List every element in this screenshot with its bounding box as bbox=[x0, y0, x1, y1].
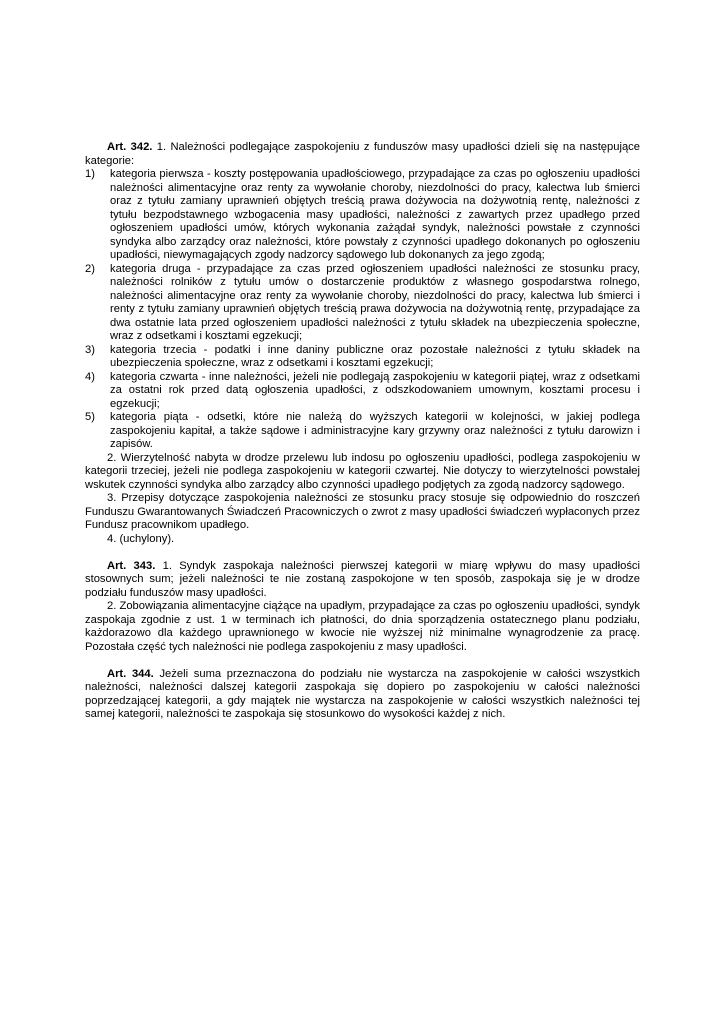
document-body bbox=[85, 141, 640, 735]
list-item-text: kategoria pierwsza - koszty postępowania upadłościowego, przypadające za czas po ogłoszeniu upadłości należności alimentacyjne oraz renty za wywołanie choroby, niezdolności do pracy, kalectwa lub śmierci oraz z tytułu zamiany uprawnień objętych treścią prawa dożywocia na dożywotnią rentę, należności z tytułu bezpodstawnego wzbogacenia masy upadłości, należności z zawartych przez upadłego przed ogłoszeniem upadłości umów, których wykonania zażądał syndyk, należności powstałe z czynności syndyka albo zarządcy oraz należności, które powstały z czynności upadłego dokonanych po ogłoszeniu upadłości, niewymagających zgody nadzorcy sądowego lub dokonanych za jego zgodą; bbox=[110, 168, 640, 261]
article-343-intro bbox=[85, 560, 640, 601]
article-343-paragraph-2: 2. Zobowiązania alimentacyjne ciążące na upadłym, przypadające za czas po ogłoszeniu upadłości, syndyk zaspokaja zgodnie z ust. 1 w terminach ich płatności, do dnia sporządzenia ostatecznego planu podziału, każdorazowo dla każdego uprawnionego w kwocie nie wyższej niż minimalne wynagrodzenie za pracę. Pozostała część tych należności nie podlega zaspokojeniu z masy upadłości. bbox=[85, 600, 640, 653]
list-item-number: 5) bbox=[85, 411, 95, 423]
article-342-paragraph-4: 4. (uchylony). bbox=[107, 532, 175, 545]
article-344-intro bbox=[85, 668, 640, 722]
article-343-intro-text: 1. Syndyk zaspokaja należności pierwszej kategorii w miarę wpływu do masy upadłości stosownych sum; jeżeli należności te nie zostaną zaspokojone w ten sposób, zaspokaja się je w drodze podziału funduszów masy upadłości. bbox=[85, 559, 640, 599]
list-item bbox=[85, 411, 640, 452]
article-344-intro-text: Jeżeli suma przeznaczona do podziału nie wystarcza na zaspokojenie w całości wszystkich należności, należności dalszej kategorii zaspokaja się dopiero po zaspokojeniu w całości należności poprzedzającej kategorii, a gdy majątek nie wystarcza na zaspokojenie w całości wszystkich należności tej samej kategorii, należności te zaspokaja się stosunkowo do wysokości każdej z nich. bbox=[85, 667, 640, 720]
list-item bbox=[85, 263, 640, 344]
list-item bbox=[85, 168, 640, 263]
list-item-text: kategoria druga - przypadające za czas przed ogłoszeniem upadłości należności ze stosunku pracy, należności rolników z tytułu umów o dostarczenie produktów z własnego gospodarstwa rolnego, należności alimentacyjne oraz renty za wywołanie choroby, niezdolności do pracy, kalectwa lub śmierci i renty z tytułu zamiany uprawnień objętych treścią prawa dożywocia na dożywotnią rentę, przypadające za dwa ostatnie lata przed ogłoszeniem upadłości należności z tytułu składek na ubezpieczenia społeczne, wraz z odsetkami i kosztami egzekucji; bbox=[110, 262, 640, 342]
list-item-text: kategoria piąta - odsetki, które nie należą do wyższych kategorii w kolejności, w jakiej podlega zaspokojeniu kapitał, a także sądowe i administracyjne kary grzywny oraz należności z tytułu darowizn i zapisów. bbox=[110, 411, 640, 450]
article-344 bbox=[85, 668, 640, 722]
article-343-title: Art. 343. bbox=[107, 559, 156, 572]
article-342-paragraph-2: 2. Wierzytelność nabyta w drodze przelewu lub indosu po ogłoszeniu upadłości, podlega zaspokojeniu w kategorii trzeciej, jeżeli nie podlega zaspokojeniu w kategorii czwartej. Nie dotyczy to wierzytelności powstałej wskutek czynności syndyka albo zarządcy albo czynności upadłego podjętych za zgodą nadzorcy sądowego. bbox=[85, 451, 640, 491]
article-342 bbox=[85, 141, 640, 546]
article-343 bbox=[85, 560, 640, 655]
list-item-number: 4) bbox=[85, 370, 95, 383]
list-item-number: 2) bbox=[85, 262, 95, 275]
article-342-intro bbox=[85, 141, 640, 168]
article-342-intro-text: 1. Należności podlegające zaspokojeniu z funduszów masy upadłości dzieli się na następujące kategorie: bbox=[85, 141, 640, 167]
article-342-paragraph-3: 3. Przepisy dotyczące zaspokojenia należności ze stosunku pracy stosuje się odpowiednio do roszczeń Funduszu Gwarantowanych Świadczeń Pracowniczych o zwrot z masy upadłości świadczeń wypłaconych przez Fundusz pracownikom upadłego. bbox=[85, 492, 640, 531]
list-item bbox=[85, 371, 640, 412]
list-item-number: 3) bbox=[85, 343, 95, 356]
list-item-text: kategoria trzecia - podatki i inne daniny publiczne oraz pozostałe należności z tytułu składek na ubezpieczenia społeczne, wraz z odsetkami i kosztami egzekucji; bbox=[110, 343, 640, 369]
list-item-number: 1) bbox=[85, 168, 95, 180]
article-344-title: Art. 344. bbox=[107, 667, 154, 680]
article-342-title: Art. 342. bbox=[107, 141, 153, 153]
list-item-text: kategoria czwarta - inne należności, jeżeli nie podlegają zaspokojeniu w kategorii piątej, wraz z odsetkami za ostatni rok przed datą ogłoszenia upadłości, z odszkodowaniem umownym, kosztami procesu i egzekucji; bbox=[110, 370, 640, 410]
list-item bbox=[85, 344, 640, 371]
